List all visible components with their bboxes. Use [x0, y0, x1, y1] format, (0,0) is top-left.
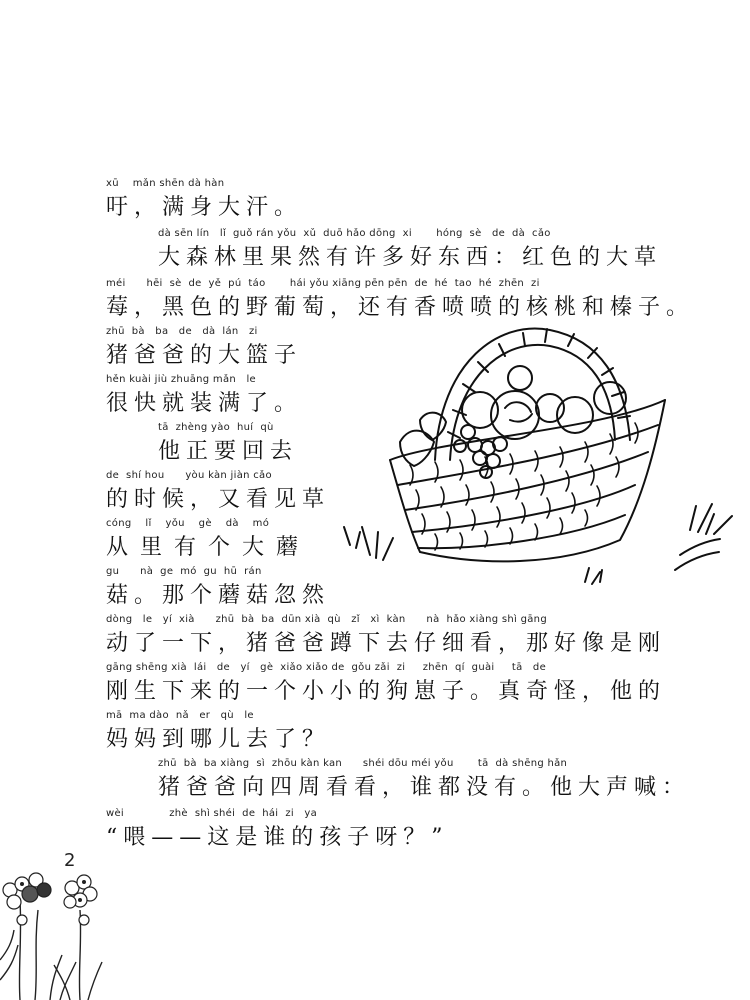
- text-line-8: [106, 516, 310, 564]
- hanzi-line-7: 的时候，又看见草: [106, 487, 331, 512]
- pinyin-line-12: mā ma dào nǎ er qù le: [106, 710, 254, 721]
- text-line-13: [158, 756, 690, 804]
- hanzi-line-6: 他正要回去: [158, 439, 299, 464]
- text-line-4: [106, 324, 302, 372]
- flower-decoration: [0, 850, 110, 1000]
- page-number: 2: [64, 850, 76, 871]
- text-line-7: [106, 468, 330, 516]
- text-line-2: [158, 226, 662, 274]
- pinyin-line-14: wèi zhè shì shéi de hái zi ya: [106, 808, 318, 819]
- pinyin-line-8: cóng lǐ yǒu gè dà mó: [106, 518, 270, 529]
- pinyin-line-6: tā zhèng yào huí qù: [158, 422, 274, 433]
- text-line-3: [106, 276, 694, 324]
- text-line-14: [106, 806, 449, 854]
- pinyin-line-4: zhū bà ba de dà lán zi: [106, 326, 258, 337]
- pinyin-line-5: hěn kuài jiù zhuāng mǎn le: [106, 374, 256, 385]
- basket-illustration: [380, 320, 740, 600]
- text-line-6: [158, 420, 298, 468]
- pinyin-line-3: méi hēi sè de yě pú táo hái yǒu xiāng pēn pēn de hé tao hé zhēn zi: [106, 278, 540, 289]
- pinyin-line-9: gu nà ge mó gu hū rán: [106, 566, 262, 577]
- pinyin-line-2: dà sēn lín lǐ guǒ rán yǒu xǔ duō hǎo dōng xi hóng sè de dà cǎo: [158, 228, 551, 239]
- hanzi-line-3: 莓，黑色的野葡萄，还有香喷喷的核桃和榛子。: [106, 295, 695, 320]
- hanzi-line-4: 猪爸爸的大篮子: [106, 343, 303, 368]
- hanzi-line-10: 动了一下，猪爸爸蹲下去仔细看，那好像是刚: [106, 631, 667, 656]
- pinyin-line-1: xū mǎn shēn dà hàn: [106, 178, 225, 189]
- text-line-1: [106, 176, 302, 224]
- hanzi-line-8: 从里有个大蘑: [106, 535, 311, 560]
- hanzi-line-13: 猪爸爸向四周看看，谁都没有。他大声喊：: [158, 775, 691, 800]
- hanzi-line-5: 很快就装满了。: [106, 391, 303, 416]
- text-line-12: [106, 708, 330, 756]
- hanzi-line-9: 菇。那个蘑菇忽然: [106, 583, 331, 608]
- hanzi-line-12: 妈妈到哪儿去了？: [106, 727, 331, 752]
- pinyin-line-7: de shí hou yòu kàn jiàn cǎo: [106, 470, 272, 481]
- pinyin-line-13: zhū bà ba xiàng sì zhōu kàn kan shéi dōu méi yǒu tā dà shēng hǎn: [158, 758, 568, 769]
- hanzi-line-14: “喂——这是谁的孩子呀？”: [106, 825, 449, 850]
- text-line-5: [106, 372, 302, 420]
- pinyin-line-11: gāng shēng xià lái de yí gè xiǎo xiǎo de gǒu zǎi zi zhēn qí guài tā de: [106, 662, 547, 673]
- hanzi-line-1: 吁，满身大汗。: [106, 195, 303, 220]
- text-line-9: [106, 564, 330, 612]
- text-line-10: [106, 612, 666, 660]
- hanzi-line-11: 刚生下来的一个小小的狗崽子。真奇怪，他的: [106, 679, 667, 704]
- pinyin-line-10: dòng le yí xià zhū bà ba dūn xià qù zǐ xì kàn nà hǎo xiàng shì gāng: [106, 614, 547, 625]
- text-line-11: [106, 660, 666, 708]
- hanzi-line-2: 大森林里果然有许多好东西：红色的大草: [158, 245, 663, 270]
